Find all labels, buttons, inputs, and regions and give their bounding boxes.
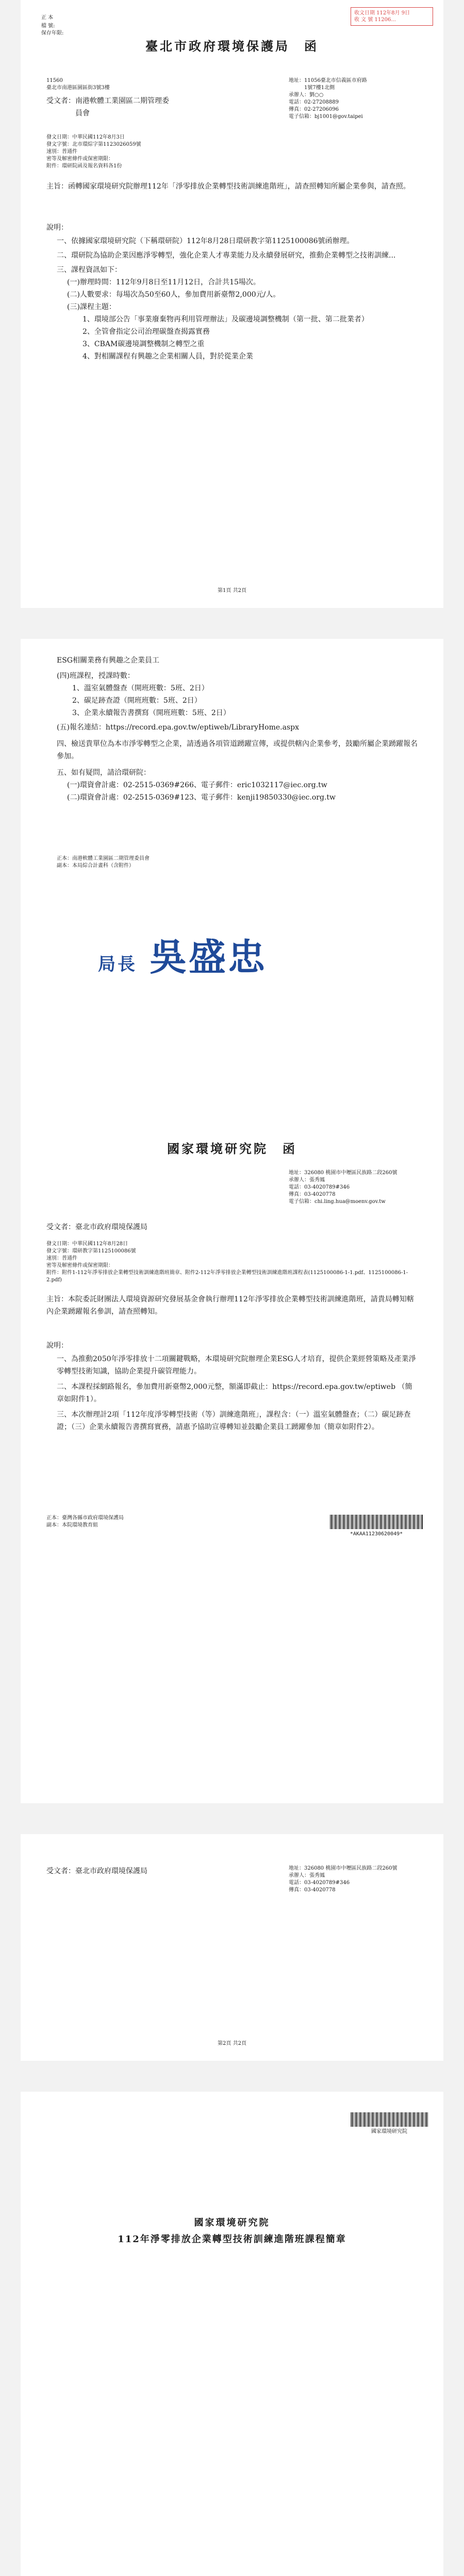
page3-barcode-block [330, 1515, 423, 1538]
page-title: 臺北市政府環境保護局 函 [145, 39, 319, 54]
meta-line: 附件：環研院函及報名資料各1份 [46, 163, 122, 169]
sender-line: 電話：02-27208889 [289, 99, 339, 105]
sender-line: 電話：03-4020789#346 [289, 1880, 350, 1886]
document-page-1 [21, 0, 443, 608]
document-page-3 [21, 1103, 443, 1803]
page2-item: 3、企業永續報告書撰寫（開班班數：5班、2日） [72, 709, 230, 717]
document-page-5 [21, 2092, 443, 2576]
postal-code: 11560 [46, 78, 63, 83]
page5-org: 國家環境研究院 [194, 2217, 270, 2228]
sender-line: 電子信箱：bj1001@gov.taipei [289, 114, 363, 120]
page2-item: (五)報名連結：https://record.epa.gov.tw/eptiweb/LibraryHome.aspx [57, 723, 300, 732]
page2-list [57, 670, 418, 804]
barcode-graphic [330, 1515, 423, 1529]
file-number-label: 檔 號: [41, 23, 55, 29]
sender-line: 傳真：02-27206096 [289, 107, 339, 112]
sender-line: 電子信箱：chi.ling.hua@moenv.gov.tw [289, 1199, 386, 1205]
sender-line: 地址：326080 桃園市中壢區民族路二段260號 [289, 1866, 397, 1871]
desc-item: 二、本課程採網路報名，參加費用新臺幣2,000元整，額滿即截止：https://record.epa.gov.tw/eptiweb （簡章如附件1）。 [57, 1383, 412, 1403]
page-footer: 第1頁 共2頁 [218, 588, 246, 594]
receipt-stamp-line: 收 文 號 11206... [354, 17, 396, 23]
page4-recipient: 受文者：臺北市政府環境保護局 [46, 1867, 147, 1875]
barcode-label: *AKAA11230620049* [350, 1531, 403, 1537]
page3-recipient: 受文者：臺北市政府環境保護局 [46, 1223, 147, 1231]
page3-desc-list [57, 1353, 418, 1433]
cc-copy: 副本：本院環境教育組 [46, 1522, 98, 1528]
sender-line: 傳真：03-4020778 [289, 1192, 336, 1197]
address-block [46, 77, 217, 120]
page2-item: 2、碳足跡查證（開班班數：5班、2日） [72, 697, 202, 705]
address-line: 臺北市南港區園區街3號3樓 [46, 85, 110, 91]
recipient-cont: 員會 [75, 109, 90, 117]
sender-block [289, 77, 428, 121]
meta-block [46, 134, 407, 170]
desc-item: 三、課程資訊如下： [57, 266, 122, 274]
desc-item: 一、依據國家環境研究院（下稱環研院）112年8月28日環研教字第1125100086號函辦理。 [57, 237, 354, 245]
page2-header: ESG相關業務有興趣之企業員工 [57, 656, 159, 665]
page5-title: 112年淨零排放企業轉型技術訓練進階班課程簡章 [118, 2234, 346, 2245]
signature-name: 吳盛忠 [150, 935, 268, 979]
sender-line: 1號7樓1北側 [289, 85, 335, 91]
sender-line: 承辦人：劉○○ [289, 92, 324, 98]
desc-item: 一、為推動2050年淨零排放十二項關鍵戰略，本環境研究院辦理企業ESG人才培育，提供企業經營策略及產業淨零轉型技術知識，協助企業提升碳管理能力。 [57, 1355, 416, 1376]
signature [98, 927, 267, 981]
page2-item: (一)環資會計處：02-2515-0369#266、電子郵件：eric1032117@iec.org.tw [67, 781, 327, 789]
page4-footer: 第2頁 共2頁 [218, 2041, 246, 2046]
cc-block [57, 855, 418, 870]
signature-role: 局長 [98, 954, 137, 975]
subject: 主旨：函轉國家環境研究院辦理112年「淨零排放企業轉型技術訓練進階班」，請查照轉知所屬企業參與，請查照。 [46, 182, 410, 191]
desc-item: (二)人數要求：每場次為50至60人，參加費用新臺幣2,000元/人。 [67, 291, 280, 299]
cc-main: 正本：南港軟體工業園區二期管理委員會 [57, 856, 150, 861]
page5-barcode-block [351, 2112, 428, 2136]
page3-cc [46, 1515, 304, 1529]
meta-line: 發文日期：中華民國112年8月28日 [46, 1241, 128, 1247]
sender-line: 傳真：03-4020778 [289, 1887, 336, 1893]
desc-item: 2、全管會指定公司治理碳盤查揭露實務 [82, 328, 210, 336]
meta-line: 速別：普通件 [46, 1256, 77, 1261]
document-page-4 [21, 1834, 443, 2061]
meta-line: 發文日期：中華民國112年8月3日 [46, 134, 125, 140]
page4-sender-block [289, 1865, 433, 1894]
meta-line: 附件：附件1-112年淨零排放企業轉型技術訓練進階班簡章、附件2-112年淨零排放企業轉型技術訓練進階班課程表(1125100086-1-1.pdf、1125100086-1-2.pdf) [46, 1270, 408, 1283]
page2-item: (二)環資會計處：02-2515-0369#123、電子郵件：kenji19850330@iec.org.tw [67, 793, 336, 802]
sender-line: 承辦人：張秀鳳 [289, 1177, 325, 1183]
page2-item: 五、如有疑問，請洽環研院： [57, 769, 151, 777]
sender-line: 地址：326080 桃園市中壢區民族路二段260號 [289, 1170, 397, 1176]
recipient: 受文者：南港軟體工業園區二期管理委 [46, 97, 169, 105]
retention-label: 保存年限: [41, 30, 64, 36]
meta-line: 速別：普通件 [46, 149, 77, 155]
page2-item: (四)班課程，授課時數： [57, 672, 135, 680]
page2-item: 四、檢送貴單位為本市淨零轉型之企業，請透過各項管道踴躍宣傳，或提供轄內企業參考，鼓勵所屬企業踴躍報名參加。 [57, 740, 418, 760]
page3-sender-block [289, 1170, 433, 1206]
desc-item: 3、CBAM碳邊境調整機制之轉型之重 [82, 340, 205, 348]
receipt-stamp-line: 收文日期 112年8月 9日 [354, 10, 410, 16]
barcode-label: 國家環境研究院 [371, 2129, 407, 2134]
page2-item: 1、溫室氣體盤查（開班班數：5班、2日） [72, 684, 209, 692]
original-copy-label: 正 本 [41, 15, 54, 21]
desc-item: 二、環研院為協助企業因應淨零轉型，強化企業人才專業能力及永續發展研究，推動企業轉型之技術訓練... [57, 251, 396, 260]
meta-line: 發文字號：環研教字第1125100086號 [46, 1248, 136, 1254]
receipt-stamp [351, 7, 433, 26]
sender-line: 地址：11056臺北市信義區市府路 [289, 78, 367, 83]
desc-item: 三、本次辦理計2項「112年度淨零轉型技術（等）訓練進階班」，課程含：（一）溫室氣體盤查；（二）碳足跡查證；（三）企業永續報告書撰寫實務，請惠予協助宣導轉知並鼓勵企業員工踴躍參加（簡章如附件2）。 [57, 1411, 411, 1431]
desc-item: 1、環境部公告「事業廢棄物再利用管理辦法」及碳邊境調整機制（第一批、第二批業者） [82, 315, 369, 324]
document-page-2 [21, 639, 443, 1103]
page3-desc-label: 說明： [46, 1342, 68, 1350]
barcode-graphic [351, 2112, 428, 2127]
cc-main: 正本：臺灣各縣市政府環境保護局 [46, 1515, 124, 1521]
page3-title: 國家環境研究院 函 [167, 1141, 297, 1156]
desc-item: (三)課程主題： [67, 303, 116, 311]
page3-meta [46, 1241, 418, 1284]
page3-subject: 主旨：本院委託財團法人環境資源研究發展基金會執行辦理112年淨零排放企業轉型技術訓練進階班，請貴局轉知轄內企業踴躍報名參訓，請查照轉知。 [46, 1295, 414, 1316]
desc-label: 說明： [46, 224, 68, 232]
meta-line: 密等及解密條件或保密期限： [46, 1263, 113, 1268]
desc-item: 4、對相關課程有興趣之企業相關人員，對於從業企業 [82, 352, 253, 361]
desc-item: (一)辦理時間：112年9月8日至11月12日，合計共15場次。 [67, 278, 260, 286]
meta-line: 發文字號：北市環綜字第1123026059號 [46, 142, 141, 147]
cc-copy: 副本：本局綜合計畫科（含附件） [57, 863, 134, 869]
sender-line: 電話：03-4020789#346 [289, 1184, 350, 1190]
desc-list [57, 235, 418, 363]
meta-line: 密等及解密條件或保密期限： [46, 156, 113, 162]
sender-line: 承辦人：張秀鳳 [289, 1873, 325, 1878]
